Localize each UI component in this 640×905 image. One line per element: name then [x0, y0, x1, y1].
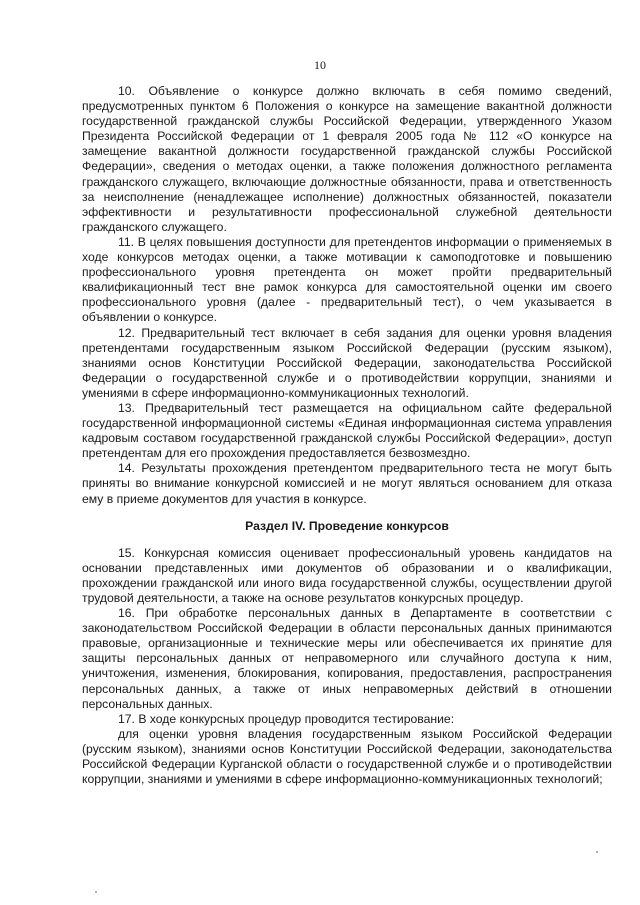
section-heading: Раздел IV. Проведение конкурсов — [245, 518, 449, 533]
page-number: 10 — [314, 58, 326, 72]
paragraph-17-item: для оценки уровня владения государственным языком Российской Федерации (русским языком), знаниями основ Конституции Российской Федерации, законодательства Российской Федерации Курганской области о государственной службе и о противодействии коррупции, знаниями и умениями в сфере информационно-коммуникационных технологий; — [82, 726, 612, 787]
scan-speck — [95, 891, 97, 893]
paragraph-17: 17. В ходе конкурсных процедур проводится тестирование: — [118, 711, 455, 726]
paragraph-13: 13. Предварительный тест размещается на официальном сайте федеральной государственной информационной системы «Единая информационная система управления кадровым составом государственной гражданской службы Российской Федерации», доступ претендентам для его прохождения предоставляется безвозмездно. — [82, 400, 612, 461]
scan-speck — [596, 851, 598, 853]
paragraph-11: 11. В целях повышения доступности для претендентов информации о применяемых в ходе конкурсов методах оценки, а также мотивации к самоподготовке и повышению профессионального уровня претендента он может пройти предварительный квалификационный тест вне рамок конкурса для самостоятельной оценки им своего профессионального уровня (далее - предварительный тест), о чем указывается в объявлении о конкурсе. — [82, 234, 612, 325]
paragraph-12: 12. Предварительный тест включает в себя задания для оценки уровня владения претендентами государственным языком Российской Федерации (русским языком), знаниями основ Конституции Российской Федерации, законодательства Российской Федерации о государственной службе и о противодействии коррупции, знаниями и умениями в сфере информационно-коммуникационных технологий. — [82, 325, 612, 400]
paragraph-15: 15. Конкурсная комиссия оценивает профессиональный уровень кандидатов на основании представленных ими документов об образовании и о квалификации, прохождении гражданской или иного вида государственной службы, осуществлении другой трудовой деятельности, а также на основе результатов конкурсных процедур. — [82, 545, 612, 605]
document-body — [82, 84, 612, 787]
paragraph-10: 10. Объявление о конкурсе должно включать в себя помимо сведений, предусмотренных пунктом 6 Положения о конкурсе на замещение вакантной должности государственной гражданской службы Российской Федерации, утвержденного Указом Президента Российской Федерации от 1 февраля 2005 года № 112 «О конкурсе на замещение вакантной должности государственной гражданской службы Российской Федерации», сведения о методах оценки, а также положения должностного регламента гражданского служащего, включающие должностные обязанности, права и ответственность за неисполнение (ненадлежащее исполнение) должностных обязанностей, показатели эффективности и результативности профессиональной служебной деятельности гражданского служащего. — [82, 84, 612, 234]
paragraph-14: 14. Результаты прохождения претендентом предварительного теста не могут быть приняты во внимание конкурсной комиссией и не могут являться основанием для отказа ему в приеме документов для участия в конкурсе. — [82, 461, 612, 506]
paragraph-16: 16. При обработке персональных данных в Департаменте в соответствии с законодательством Российской Федерации в области персональных данных принимаются правовые, организационные и технические меры или обеспечивается их принятие для защиты персональных данных от неправомерного или случайного доступа к ним, уничтожения, изменения, блокирования, копирования, предоставления, распространения персональных данных, а также от иных неправомерных действий в отношении персональных данных. — [82, 606, 612, 711]
